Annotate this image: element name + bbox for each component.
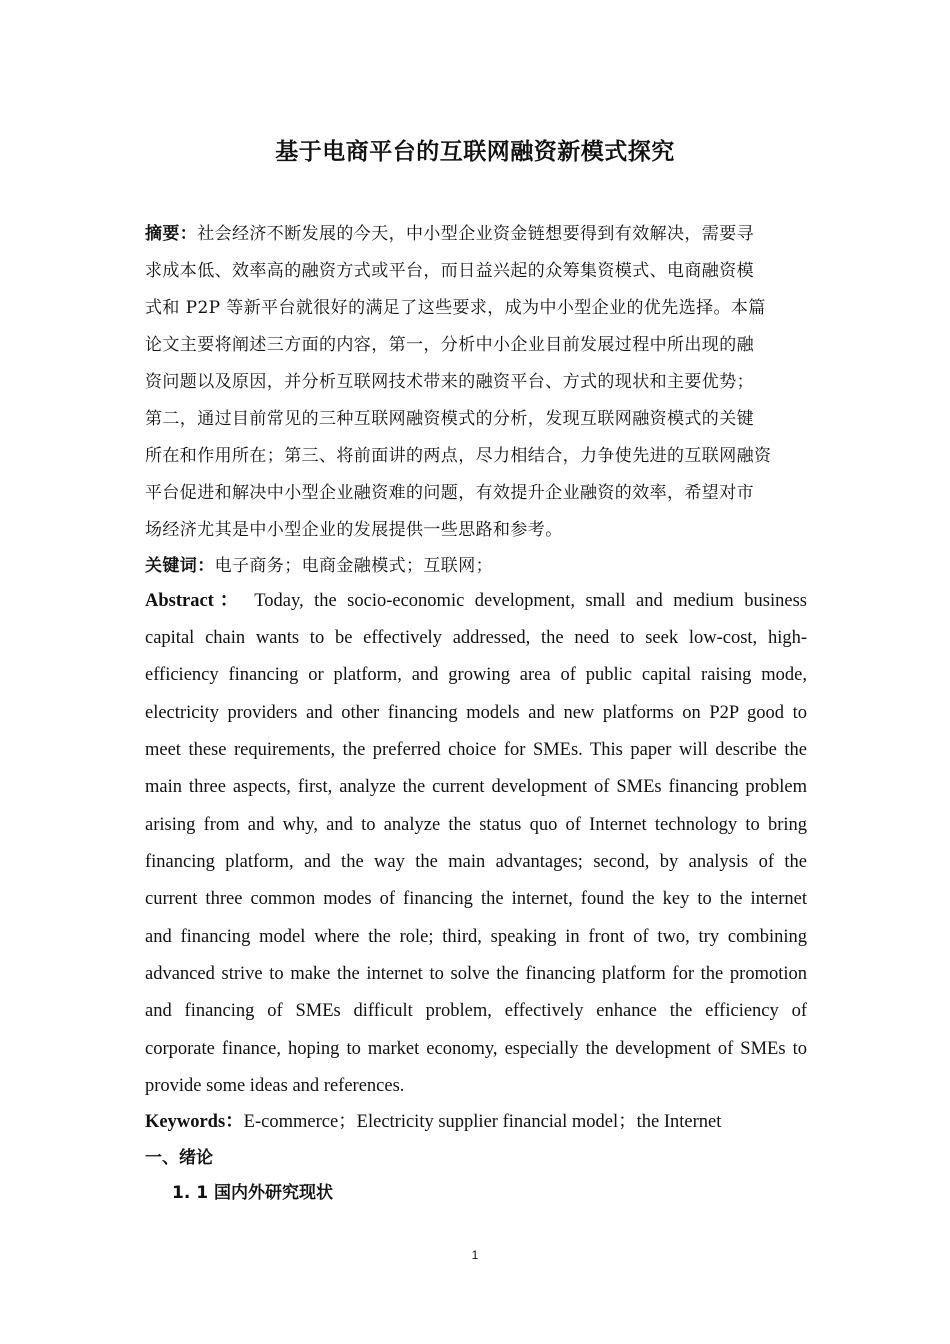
abstract-en-line: advanced strive to make the internet to solve the financing platform for the promotion	[145, 964, 807, 984]
abstract-cn-line: 第二，通过目前常见的三种互联网融资模式的分析，发现互联网融资模式的关键	[145, 409, 754, 429]
abstract-en-line: meet these requirements, the preferred choice for SMEs. This paper will describe the	[145, 740, 807, 760]
abstract-en-line: arising from and why, and to analyze the status quo of Internet technology to bring	[145, 815, 807, 835]
keywords-cn-text: 电子商务；电商金融模式；互联网；	[214, 556, 494, 576]
abstract-cn-line: 资问题以及原因，并分析互联网技术带来的融资平台、方式的现状和主要优势；	[145, 372, 754, 392]
abstract-cn-line: 论文主要将阐述三方面的内容，第一，分析中小企业目前发展过程中所出现的融	[145, 335, 754, 355]
abstract-en-line: main three aspects, first, analyze the current development of SMEs financing problem	[145, 777, 807, 797]
abstract-cn-line	[145, 216, 807, 253]
subsection-heading: 1. 1 国内外研究现状	[172, 1183, 333, 1203]
abstract-en-line: and financing model where the role; third, speaking in front of two, try combining	[145, 927, 807, 947]
keywords-en	[145, 1104, 807, 1141]
abstract-en-line: efficiency financing or platform, and growing area of public capital raising mode,	[145, 665, 807, 685]
abstract-en-line: and financing of SMEs difficult problem, effectively enhance the efficiency of	[145, 1001, 807, 1021]
abstract-en-text: Today, the socio-economic development, small and medium business	[254, 591, 807, 611]
abstract-en-line	[145, 583, 807, 620]
page-title: 基于电商平台的互联网融资新模式探究	[275, 139, 675, 165]
abstract-cn-label: 摘要：	[145, 224, 198, 244]
keywords-en-label: Keywords：	[145, 1112, 244, 1132]
abstract-en-line: corporate finance, hoping to market economy, especially the development of SMEs to	[145, 1039, 807, 1059]
section-heading: 一、绪论	[145, 1148, 213, 1168]
keywords-cn	[145, 548, 807, 585]
abstract-cn-line: 式和 P2P 等新平台就很好的满足了这些要求，成为中小型企业的优先选择。本篇	[145, 298, 766, 318]
abstract-en-line: financing platform, and the way the main advantages; second, by analysis of the	[145, 852, 807, 872]
abstract-en-label: Abstract：	[145, 591, 245, 611]
abstract-cn-line: 平台促进和解决中小型企业融资难的问题，有效提升企业融资的效率，希望对市	[145, 483, 754, 503]
keywords-en-text: E-commerce；Electricity supplier financial model；the Internet	[243, 1112, 722, 1132]
abstract-cn-line: 所在和作用所在；第三、将前面讲的两点，尽力相结合，力争使先进的互联网融资	[145, 446, 772, 466]
abstract-cn-line: 场经济尤其是中小型企业的发展提供一些思路和参考。	[145, 520, 563, 540]
abstract-en-line: current three common modes of financing the internet, found the key to the internet	[145, 889, 807, 909]
abstract-en-line: provide some ideas and references.	[145, 1076, 405, 1096]
abstract-cn-line: 求成本低、效率高的融资方式或平台，而日益兴起的众筹集资模式、电商融资模	[145, 261, 754, 281]
abstract-en-line: electricity providers and other financing models and new platforms on P2P good to	[145, 703, 807, 723]
keywords-cn-label: 关键词：	[145, 556, 215, 576]
abstract-en-line: capital chain wants to be effectively addressed, the need to seek low-cost, high-	[145, 628, 807, 648]
abstract-cn-text: 社会经济不断发展的今天，中小型企业资金链想要得到有效解决，需要寻	[197, 224, 755, 244]
page-number: 1	[471, 1248, 479, 1262]
